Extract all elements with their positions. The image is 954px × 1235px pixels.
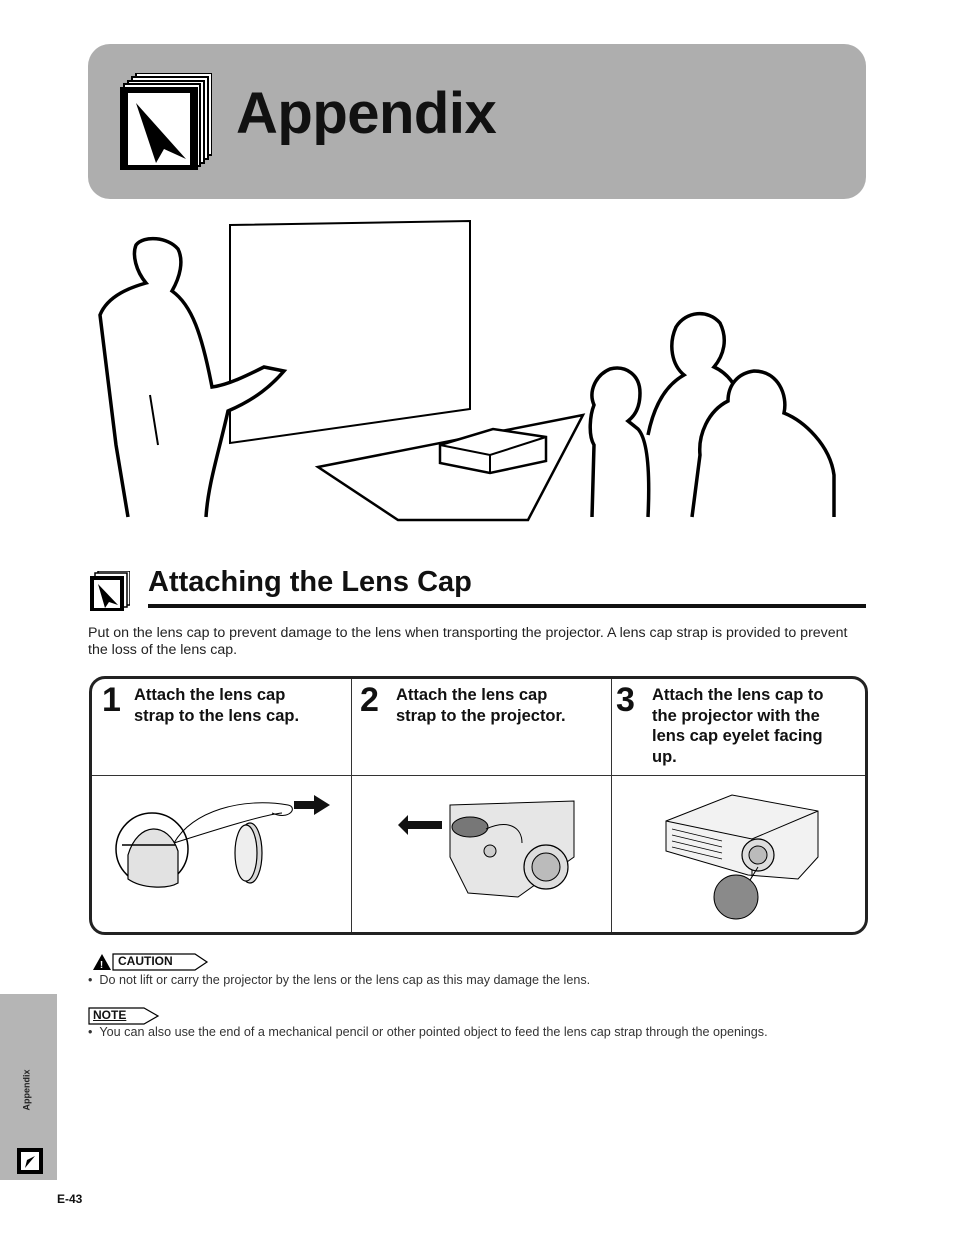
step-1 [92, 679, 351, 932]
caution-item: • Do not lift or carry the projector by the lens or the lens cap as this may damage the lens. [88, 973, 591, 987]
caution-label: CAUTION [118, 954, 173, 968]
page-number: E-43 [57, 1192, 83, 1206]
steps-row-divider [92, 775, 865, 776]
presentation-illustration [88, 215, 866, 525]
intro-paragraph: Put on the lens cap to prevent damage to the lens when transporting the projector. A lens cap strap is provided to prevent the loss of the lens cap. [88, 625, 848, 658]
steps-table [89, 676, 868, 935]
projector-with-cap-illustration [662, 791, 822, 921]
step-number: 3 [616, 681, 635, 719]
appendix-icon [120, 73, 212, 170]
svg-text:!: ! [99, 960, 104, 971]
page-title: Appendix [236, 81, 497, 146]
projector-strap-illustration [398, 797, 578, 902]
step-number: 1 [102, 681, 121, 719]
note-item: • You can also use the end of a mechanical pencil or other pointed object to feed the lens cap strap through the openings. [88, 1025, 768, 1039]
section-title: Attaching the Lens Cap [148, 566, 472, 598]
step-text: Attach the lens cap strap to the projector. [396, 686, 566, 725]
section-icon [90, 571, 130, 611]
step-text: Attach the lens cap to the projector with the lens cap eyelet facing up. [652, 686, 824, 766]
section-divider [148, 604, 866, 608]
step-number: 2 [360, 681, 379, 719]
step-3 [611, 679, 866, 932]
lens-cap-strap-illustration [112, 791, 332, 901]
step-text: Attach the lens cap strap to the lens cap. [134, 686, 300, 725]
step-2 [351, 679, 612, 932]
side-tab-label: Appendix [21, 1069, 32, 1111]
appendix-small-icon [17, 1148, 43, 1174]
note-label: NOTE [93, 1008, 127, 1022]
